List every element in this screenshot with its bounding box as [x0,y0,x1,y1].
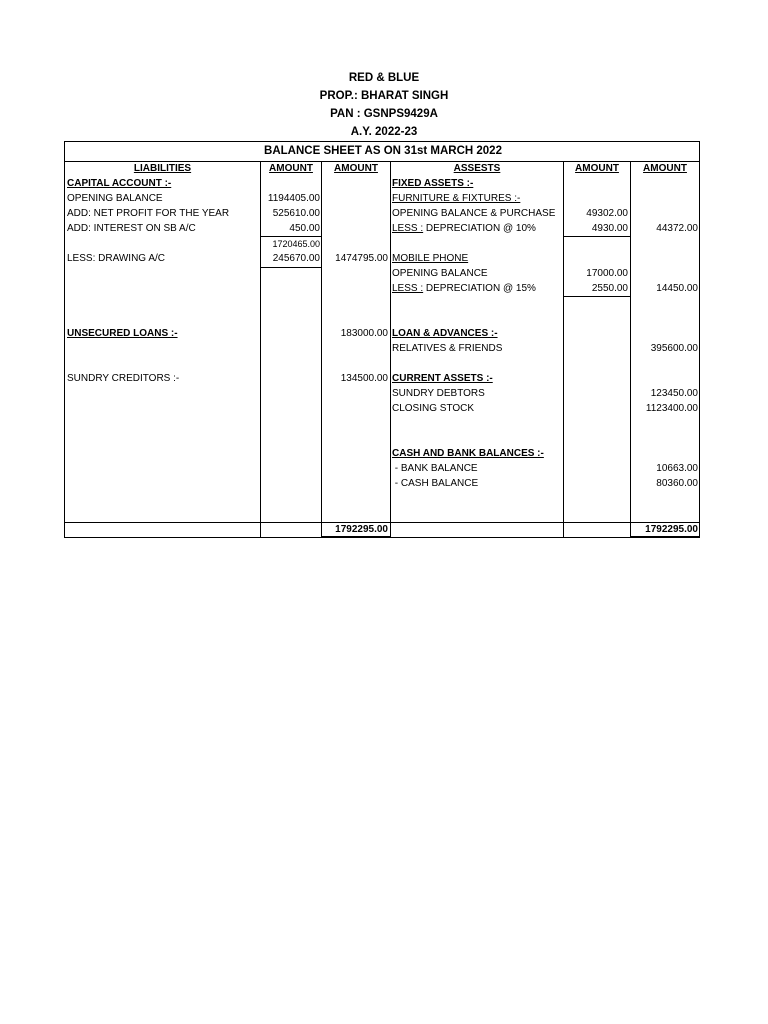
liabilities-grand-total: 1792295.00 [335,524,388,535]
col-header-liabilities: LIABILITIES [133,163,192,174]
less-label: LESS : [392,223,424,234]
mobile-opening-amount: 17000.00 [586,268,628,279]
col-header-amount-2: AMOUNT [334,163,378,174]
mobile-heading: MOBILE PHONE [392,253,469,264]
loans-advances-heading: LOAN & ADVANCES :- [392,328,498,339]
furniture-heading: FURNITURE & FIXTURES :- [392,193,521,204]
mobile-opening-label: OPENING BALANCE [392,268,488,279]
relatives-label: RELATIVES & FRIENDS [392,343,503,354]
mobile-dep-label [392,281,536,296]
net-profit-amount: 525610.00 [272,208,320,219]
assets-grand-total: 1792295.00 [645,524,698,535]
furniture-opening-label: OPENING BALANCE & PURCHASE [392,208,556,219]
drawing-label: LESS: DRAWING A/C [67,253,165,264]
capital-total: 1474795.00 [335,253,388,264]
capital-account-heading: CAPITAL ACCOUNT :- [67,178,172,189]
capital-subtotal: 1720465.00 [272,239,320,249]
closing-stock-amount: 1123400.00 [645,403,698,414]
sundry-creditors-amount: 134500.00 [340,373,388,384]
mobile-net-amount: 14450.00 [656,283,698,294]
furniture-dep-amount: 4930.00 [591,223,628,234]
closing-stock-label: CLOSING STOCK [392,403,475,414]
col-header-amount-4: AMOUNT [643,163,687,174]
drawing-amount: 245670.00 [272,253,320,264]
less-label-2: LESS : [392,283,424,294]
mobile-dep-amount: 2550.00 [591,283,628,294]
interest-amount: 450.00 [289,223,320,234]
fixed-assets-heading: FIXED ASSETS :- [392,178,474,189]
unsecured-loans-amount: 183000.00 [340,328,388,339]
col-header-amount-3: AMOUNT [575,163,619,174]
current-assets-heading: CURRENT ASSETS :- [392,373,493,384]
sundry-debtors-amount: 123450.00 [650,388,698,399]
bank-balance-amount: 10663.00 [656,463,698,474]
furniture-opening-amount: 49302.00 [586,208,628,219]
bank-balance-label: - BANK BALANCE [392,463,478,474]
cash-bank-heading: CASH AND BANK BALANCES :- [392,448,544,459]
relatives-amount: 395600.00 [650,343,698,354]
drawing-line [260,267,322,268]
col-header-assets: ASSESTS [453,163,501,174]
furniture-dep-label [392,221,536,236]
proprietor-name: PROP.: BHARAT SINGH [319,90,449,102]
furniture-dep-text: DEPRECIATION @ 10% [423,223,536,234]
net-profit-label: ADD: NET PROFIT FOR THE YEAR [67,208,230,219]
interest-label: ADD: INTEREST ON SB A/C [67,223,196,234]
balance-sheet-table [64,141,700,538]
sundry-creditors-label: SUNDRY CREDITORS :- [67,373,180,384]
opening-balance-label: OPENING BALANCE [67,193,163,204]
unsecured-loans-label: UNSECURED LOANS :- [67,328,178,339]
col-divider-2 [321,161,322,537]
col-header-amount-1: AMOUNT [269,163,313,174]
firm-name: RED & BLUE [348,72,420,84]
cash-balance-label: - CASH BALANCE [392,478,479,489]
furniture-subtotal-line [563,236,631,237]
pan-number: PAN : GSNPS9429A [330,108,438,120]
sundry-debtors-label: SUNDRY DEBTORS [392,388,485,399]
col-divider-3 [390,161,391,537]
cash-balance-amount: 80360.00 [656,478,698,489]
sheet-title: BALANCE SHEET AS ON 31st MARCH 2022 [264,145,502,157]
assessment-year: A.Y. 2022-23 [350,126,418,138]
opening-balance-amount: 1194405.00 [267,193,320,204]
mobile-subtotal-line [563,296,631,297]
mobile-dep-text: DEPRECIATION @ 15% [423,283,536,294]
furniture-net-amount: 44372.00 [656,223,698,234]
